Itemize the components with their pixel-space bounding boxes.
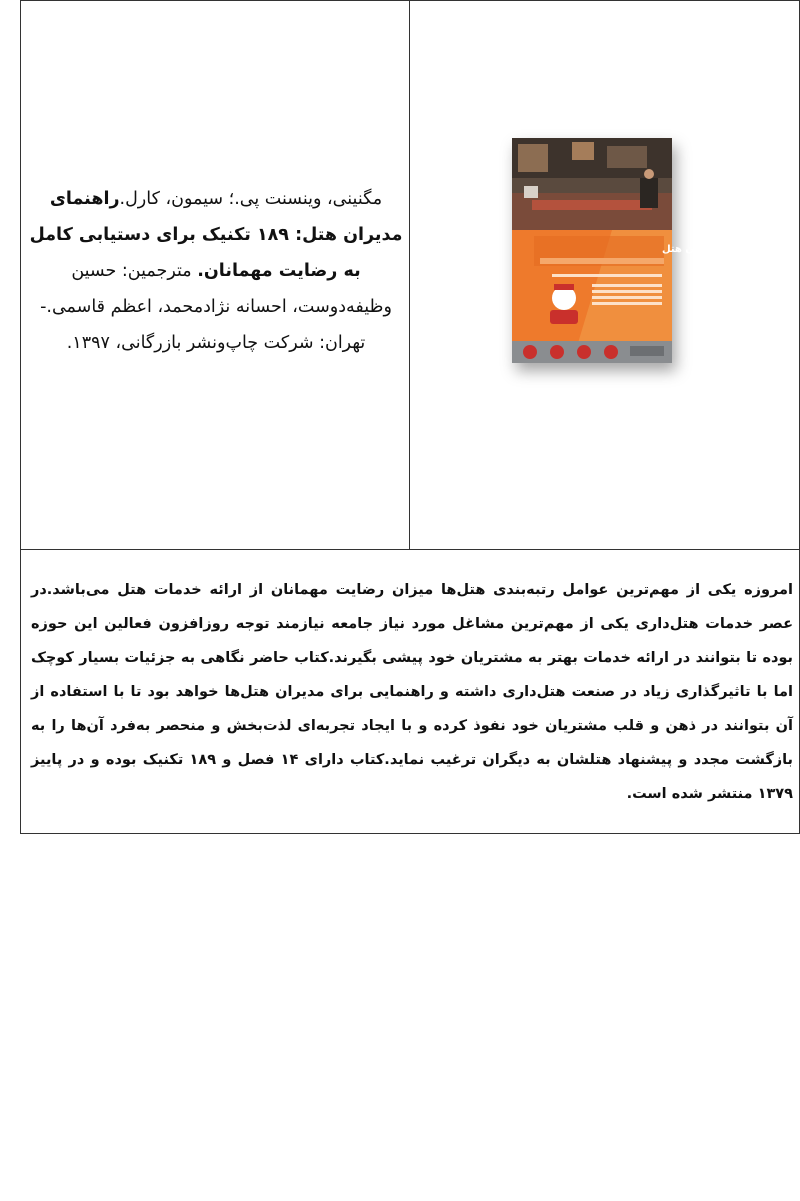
row-divider xyxy=(21,549,799,550)
book-abstract: امروزه یکی از مهم‌ترین عوامل رتبه‌بندی هتل‌ها میزان رضایت مهمانان از ارائه خدمات هتل می‌باشد.در عصر خدمات هتل‌داری یکی از مهم‌ترین مشاغل مورد نیاز جامعه نیازمند توجه روزافزون فعالین این حوزه بوده تا بتوانند در ارائه خدمات بهتر به مشتریان خود پیشی بگیرند.کتاب حاضر نگاهی به جزئیات بسیار کوچک اما با تاثیرگذاری زیاد در صنعت هتل‌داری داشته و راهنمایی برای مدیران هتل‌ها خواهد بود تا با استفاده از آن بتوانند در ذهن و قلب مشتریان خود نفوذ کرده و با ایجاد تجربه‌ای لذت‌بخش و منحصر به‌فرد آن‌ها را به بازگشت مجدد و پیشنهاد هتلشان به دیگران ترغیب نماید.کتاب دارای ۱۴ فصل و ۱۸۹ تکنیک بوده و در پاییز ۱۳۷۹ منتشر شده است. xyxy=(31,582,793,802)
book-table xyxy=(20,0,800,834)
book-cover-image xyxy=(512,138,763,363)
column-divider xyxy=(409,1,410,549)
book-title: راهنمای مدیران هتل: ۱۸۹ تکنیک برای دستیابی کامل به رضایت مهمانان. xyxy=(29,189,403,281)
authors: مگنینی، وینسنت پی.؛ سیمون، کارل. xyxy=(119,189,383,209)
publication-info: تهران: شرکت چاپ‌ونشر بازرگانی، ۱۳۹۷. xyxy=(66,333,366,353)
cover-title: راهنمای مدیران هتل xyxy=(662,244,763,255)
translators: مترجمین: حسین وظیفه‌دوست، احسانه نژادمحمد، اعظم قاسمی.- xyxy=(40,261,392,317)
bibliographic-entry xyxy=(29,181,403,361)
